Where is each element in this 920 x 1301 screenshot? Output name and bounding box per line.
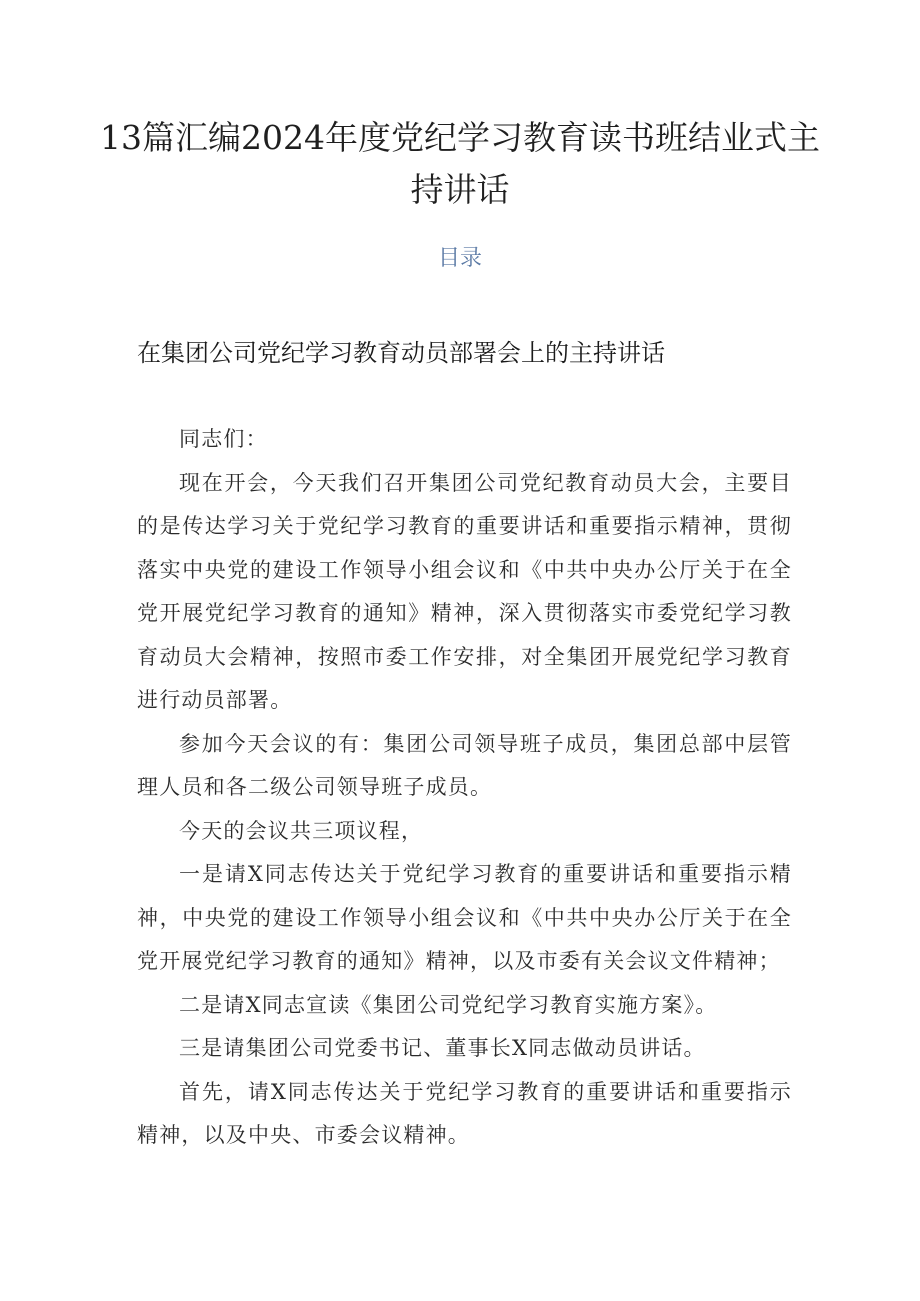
body-text bbox=[137, 418, 792, 1158]
paragraph: 三是请集团公司党委书记、董事长X同志做动员讲话。 bbox=[179, 1036, 706, 1060]
section-heading: 在集团公司党纪学习教育动员部署会上的主持讲话 bbox=[137, 339, 665, 367]
paragraph: 参加今天会议的有：集团公司领导班子成员，集团总部中层管理人员和各二级公司领导班子成员。 bbox=[137, 731, 792, 799]
paragraph-greeting: 同志们： bbox=[179, 427, 268, 451]
paragraph: 一是请X同志传达关于党纪学习教育的重要讲话和重要指示精神，中央党的建设工作领导小组会议和《中共中央办公厅关于在全党开展党纪学习教育的通知》精神，以及市委有关会议文件精神； bbox=[137, 862, 792, 973]
paragraph: 今天的会议共三项议程， bbox=[179, 818, 424, 843]
toc-label[interactable]: 目录 bbox=[437, 246, 482, 271]
document-title: 13篇汇编2024年度党纪学习教育读书班结业式主持讲话 bbox=[100, 118, 820, 209]
paragraph: 二是请X同志宣读《集团公司党纪学习教育实施方案》。 bbox=[179, 992, 718, 1017]
paragraph: 现在开会，今天我们召开集团公司党纪教育动员大会，主要目的是传达学习关于党纪学习教育的重要讲话和重要指示精神，贯彻落实中央党的建设工作领导小组会议和《中共中央办公厅关于在全党开展党纪学习教育的通知》精神，深入贯彻落实市委党纪学习教育动员大会精神，按照市委工作安排，对全集团开展党纪学习教育进行动员部署。 bbox=[137, 470, 792, 712]
paragraph: 首先，请X同志传达关于党纪学习教育的重要讲话和重要指示精神，以及中央、市委会议精神。 bbox=[137, 1079, 792, 1147]
